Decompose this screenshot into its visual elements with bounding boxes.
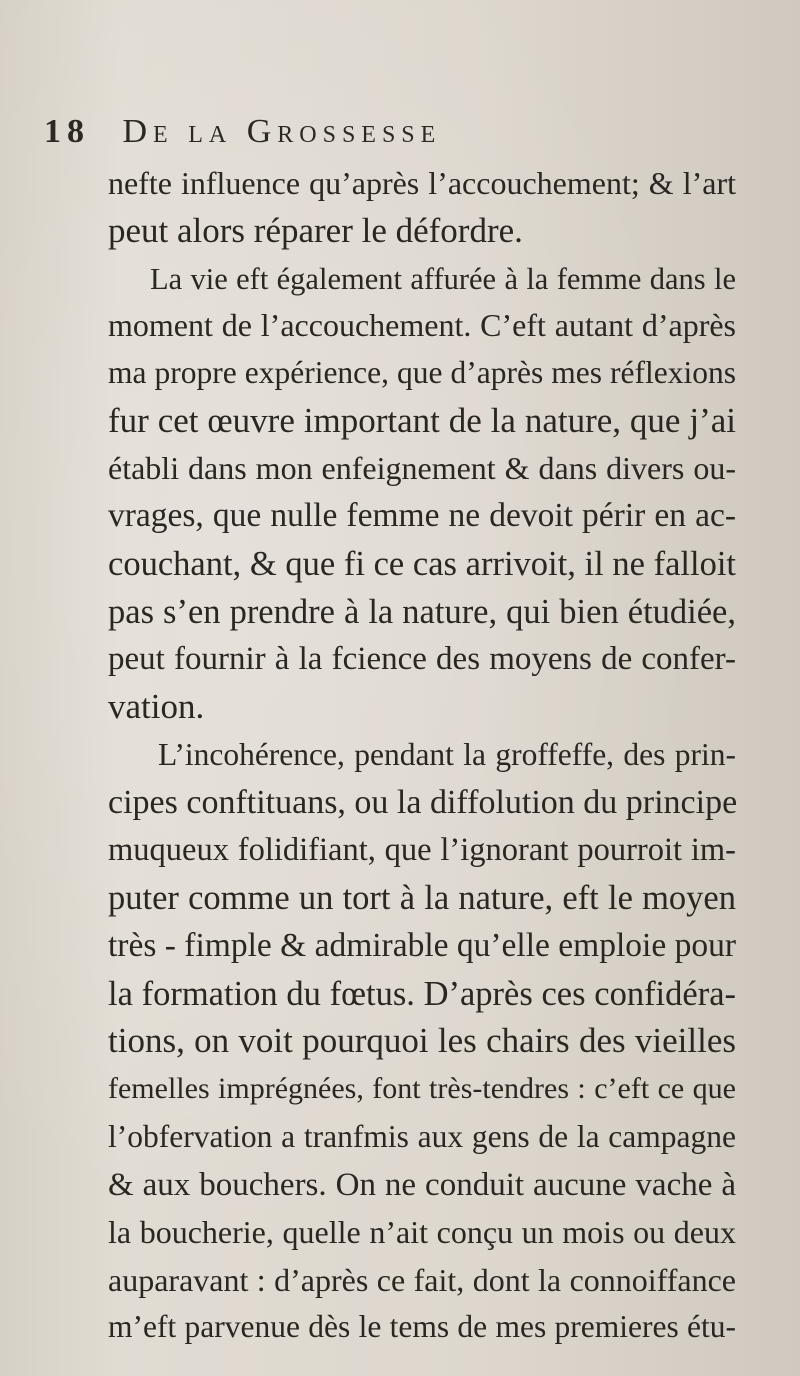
text-line: cipes conftituans, ou la diffolution du principe	[108, 784, 738, 821]
text-line: établi dans mon enfeignement & dans divers ou-	[108, 450, 736, 486]
text-line: La vie eft également affurée à la femme dans le	[150, 262, 736, 296]
text-line: tions, on voit pourquoi les chairs des vieilles	[108, 1021, 736, 1060]
text-line: femelles imprégnées, font très-tendres : c’eft ce que	[108, 1072, 736, 1105]
text-line: moment de l’accouchement. C’eft autant d’après	[108, 307, 736, 343]
text-line: auparavant : d’après ce fait, dont la connoiffance	[108, 1262, 736, 1298]
page-header	[44, 110, 744, 154]
running-title: De la Grossesse	[122, 113, 442, 150]
text-line: couchant, & que fi ce cas arrivoit, il ne falloit	[108, 545, 736, 583]
text-line: vation.	[108, 687, 205, 726]
text-line: peut fournir à la fcience des moyens de confer-	[108, 641, 736, 677]
text-line: très - fimple & admirable qu’elle emploie pour	[108, 927, 736, 964]
text-line: nefte influence qu’après l’accouchement; & l’art	[108, 165, 736, 201]
text-line: & aux bouchers. On ne conduit aucune vache à	[108, 1167, 736, 1203]
text-line: fur cet œuvre important de la nature, que j’ai	[108, 401, 736, 440]
text-line: pas s’en prendre à la nature, qui bien étudiée,	[108, 593, 736, 631]
text-line: L’incohérence, pendant la groffeffe, des prin-	[158, 737, 736, 772]
text-line: l’obfervation a tranfmis aux gens de la campagne	[108, 1119, 736, 1154]
text-line: vrages, que nulle femme ne devoit périr en ac-	[108, 497, 736, 534]
text-line: ma propre expérience, que d’après mes réflexions	[108, 355, 736, 390]
text-line: la formation du fœtus. D’après ces confidéra-	[108, 975, 736, 1013]
text-line: m’eft parvenue dès le tems de mes premieres étu-	[108, 1309, 736, 1344]
text-line: puter comme un tort à la nature, eft le moyen	[108, 879, 736, 917]
text-line: peut alors réparer le défordre.	[108, 211, 523, 250]
page-number: 18	[44, 113, 90, 150]
text-line: muqueux folidifiant, que l’ignorant pourroit im-	[108, 832, 736, 868]
text-line: la boucherie, quelle n’ait conçu un mois ou deux	[108, 1214, 736, 1250]
